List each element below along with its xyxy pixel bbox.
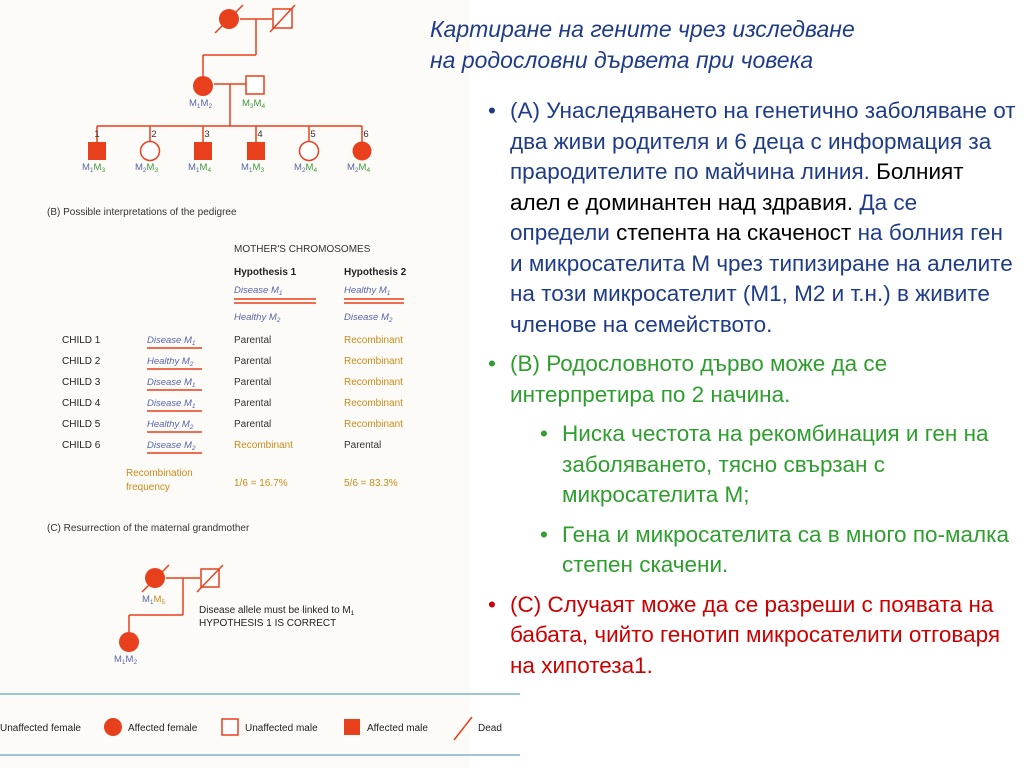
- child-2-genotype: $M_2M_3$: [135, 162, 159, 174]
- c-mother-genotype: $M_1M_2$: [114, 654, 138, 666]
- hypothesis-1-heading: Hypothesis 1: [234, 267, 297, 278]
- bullet-b-text: (B) Родословното дърво може да се интерпретира по 2 начина.: [510, 351, 888, 407]
- bullet-dot: •: [540, 521, 548, 547]
- slide-title: [430, 14, 1020, 76]
- legend-unaffected-male-symbol: [222, 719, 238, 735]
- legend-affected-female-symbol: [104, 718, 122, 736]
- child-6-symbol: [353, 142, 372, 161]
- legend-dead-label: Dead: [478, 723, 502, 734]
- child-5-symbol: [300, 142, 319, 161]
- child-1-number: 1: [94, 129, 100, 140]
- child-4-number: 4: [257, 129, 263, 140]
- bullet-dot: •: [488, 351, 496, 376]
- child-1-genotype: $M_1M_3$: [82, 162, 106, 174]
- child-2-symbol: [141, 142, 160, 161]
- svg-text:Healthy M2: Healthy $M_2$: [147, 419, 194, 431]
- legend-affected-female-label: Affected female: [128, 723, 198, 734]
- hypothesis-2-heading: Hypothesis 2: [344, 267, 407, 278]
- svg-text:Recombinant: Recombinant: [344, 356, 403, 367]
- child-6-genotype: $M_2M_4$: [347, 162, 371, 174]
- child-5-genotype: $M_2M_4$: [294, 162, 318, 174]
- bullet-dot: •: [488, 591, 496, 617]
- svg-text:Parental: Parental: [234, 335, 272, 346]
- c-mother-symbol: [119, 632, 139, 652]
- child-2-number: 2: [151, 129, 157, 140]
- svg-text:Parental: Parental: [234, 356, 272, 367]
- bullet-b-sub-2: [540, 520, 1020, 581]
- child-1-symbol: [88, 142, 106, 160]
- mother-genotype: $M_1M_2$: [189, 98, 213, 110]
- hyp2-top-allele: Healthy $M_1$: [344, 285, 391, 297]
- child-3-genotype: $M_1M_4$: [188, 162, 212, 174]
- bullet-a-part-4: степента на скаченост: [609, 220, 852, 245]
- child-6-number: 6: [363, 129, 369, 140]
- bullet-list: [488, 96, 1020, 690]
- bullet-c: [488, 590, 1020, 682]
- slide-title-line-1: Картиране на гените чрез изследване: [430, 16, 855, 42]
- bullet-dot: •: [488, 98, 496, 123]
- child-5-number: 5: [310, 129, 316, 140]
- child-3-symbol: [194, 142, 212, 160]
- hyp2-frequency: 5/6 = 83.3%: [344, 478, 398, 489]
- father-genotype: $M_3M_4$: [242, 98, 266, 110]
- svg-text:Disease M1: Disease $M_1$: [147, 398, 196, 410]
- legend-unaffected-female-label: Unaffected female: [0, 723, 81, 734]
- svg-text:CHILD 6: CHILD 6: [62, 440, 101, 451]
- svg-text:CHILD 3: CHILD 3: [62, 377, 101, 388]
- c-note-1: Disease allele must be linked to $M_1$: [199, 605, 355, 617]
- svg-text:Recombinant: Recombinant: [234, 440, 293, 451]
- father-symbol: [246, 76, 264, 94]
- bullet-b-sub-1-text: Ниска честота на рекомбинация и ген на заболяването, тясно свързан с микросателита М;: [562, 421, 989, 507]
- svg-text:Disease M1: Disease $M_1$: [147, 377, 196, 389]
- section-b-heading: (B) Possible interpretations of the pedigree: [47, 207, 237, 218]
- bullet-b: [488, 349, 1020, 410]
- child-4-genotype: $M_1M_3$: [241, 162, 265, 174]
- mother-symbol: [193, 76, 213, 96]
- svg-text:Recombinant: Recombinant: [344, 419, 403, 430]
- hyp1-bottom-allele: Healthy $M_2$: [234, 312, 281, 324]
- hyp2-bottom-allele: Disease $M_2$: [344, 312, 393, 324]
- section-c-heading: (C) Resurrection of the maternal grandmother: [47, 523, 250, 534]
- bullet-a-part-1: (A) Унаследяването на генетично заболяване от два живи родителя и 6 деца с информация за прародителите по майчина линия.: [510, 98, 1016, 184]
- bullet-b-sub-2-text: Гена и микросателита са в много по-малка степен скачени.: [562, 521, 1009, 577]
- legend-unaffected-male-label: Unaffected male: [245, 723, 318, 734]
- recombination-label-line1: Recombination: [126, 468, 193, 479]
- child-3-number: 3: [204, 129, 210, 140]
- recombination-label-line2: frequency: [126, 482, 170, 493]
- child-4-symbol: [247, 142, 265, 160]
- hyp1-frequency: 1/6 = 16.7%: [234, 478, 288, 489]
- hyp1-top-allele: Disease $M_1$: [234, 285, 283, 297]
- svg-text:CHILD 2: CHILD 2: [62, 356, 101, 367]
- c-note-2: HYPOTHESIS 1 IS CORRECT: [199, 618, 337, 629]
- bullet-a-part-3: Да се определи: [510, 189, 918, 245]
- bullet-a-part-2: Болният алел е доминантен над здравия.: [510, 159, 964, 215]
- slide-title-line-2: на родословни дървета при човека: [430, 47, 814, 73]
- svg-text:CHILD 5: CHILD 5: [62, 419, 101, 430]
- chromosomes-heading: MOTHER'S CHROMOSOMES: [234, 244, 371, 255]
- bullet-a: [488, 96, 1020, 340]
- svg-text:Parental: Parental: [234, 419, 272, 430]
- bullet-c-text: (С) Случаят може да се разреши с появата на бабата, чийто генотип микросателити отговаря на хипотеза1.: [510, 591, 1001, 678]
- svg-text:Parental: Parental: [234, 398, 272, 409]
- legend-affected-male-label: Affected male: [367, 723, 428, 734]
- svg-text:Recombinant: Recombinant: [344, 377, 403, 388]
- svg-text:CHILD 4: CHILD 4: [62, 398, 101, 409]
- svg-text:Healthy M2: Healthy $M_2$: [147, 356, 194, 368]
- legend-affected-male-symbol: [344, 719, 360, 735]
- svg-text:CHILD 1: CHILD 1: [62, 335, 101, 346]
- svg-text:Recombinant: Recombinant: [344, 398, 403, 409]
- bullet-dot: •: [540, 421, 548, 446]
- svg-text:Parental: Parental: [234, 377, 272, 388]
- svg-text:Recombinant: Recombinant: [344, 335, 403, 346]
- svg-text:Parental: Parental: [344, 440, 382, 451]
- bullet-b-sub-1: [540, 419, 1020, 511]
- svg-text:Disease M2: Disease $M_2$: [147, 440, 196, 452]
- bullet-a-part-5: на болния ген и микросателита М чрез типизиране на алелите на този микросателит (М1, М2 и т.н.) в живите членове на семейството.: [510, 220, 1013, 337]
- svg-text:Disease M1: Disease $M_1$: [147, 335, 196, 347]
- c-grandmother-genotype: $M_1M_5$: [142, 594, 166, 606]
